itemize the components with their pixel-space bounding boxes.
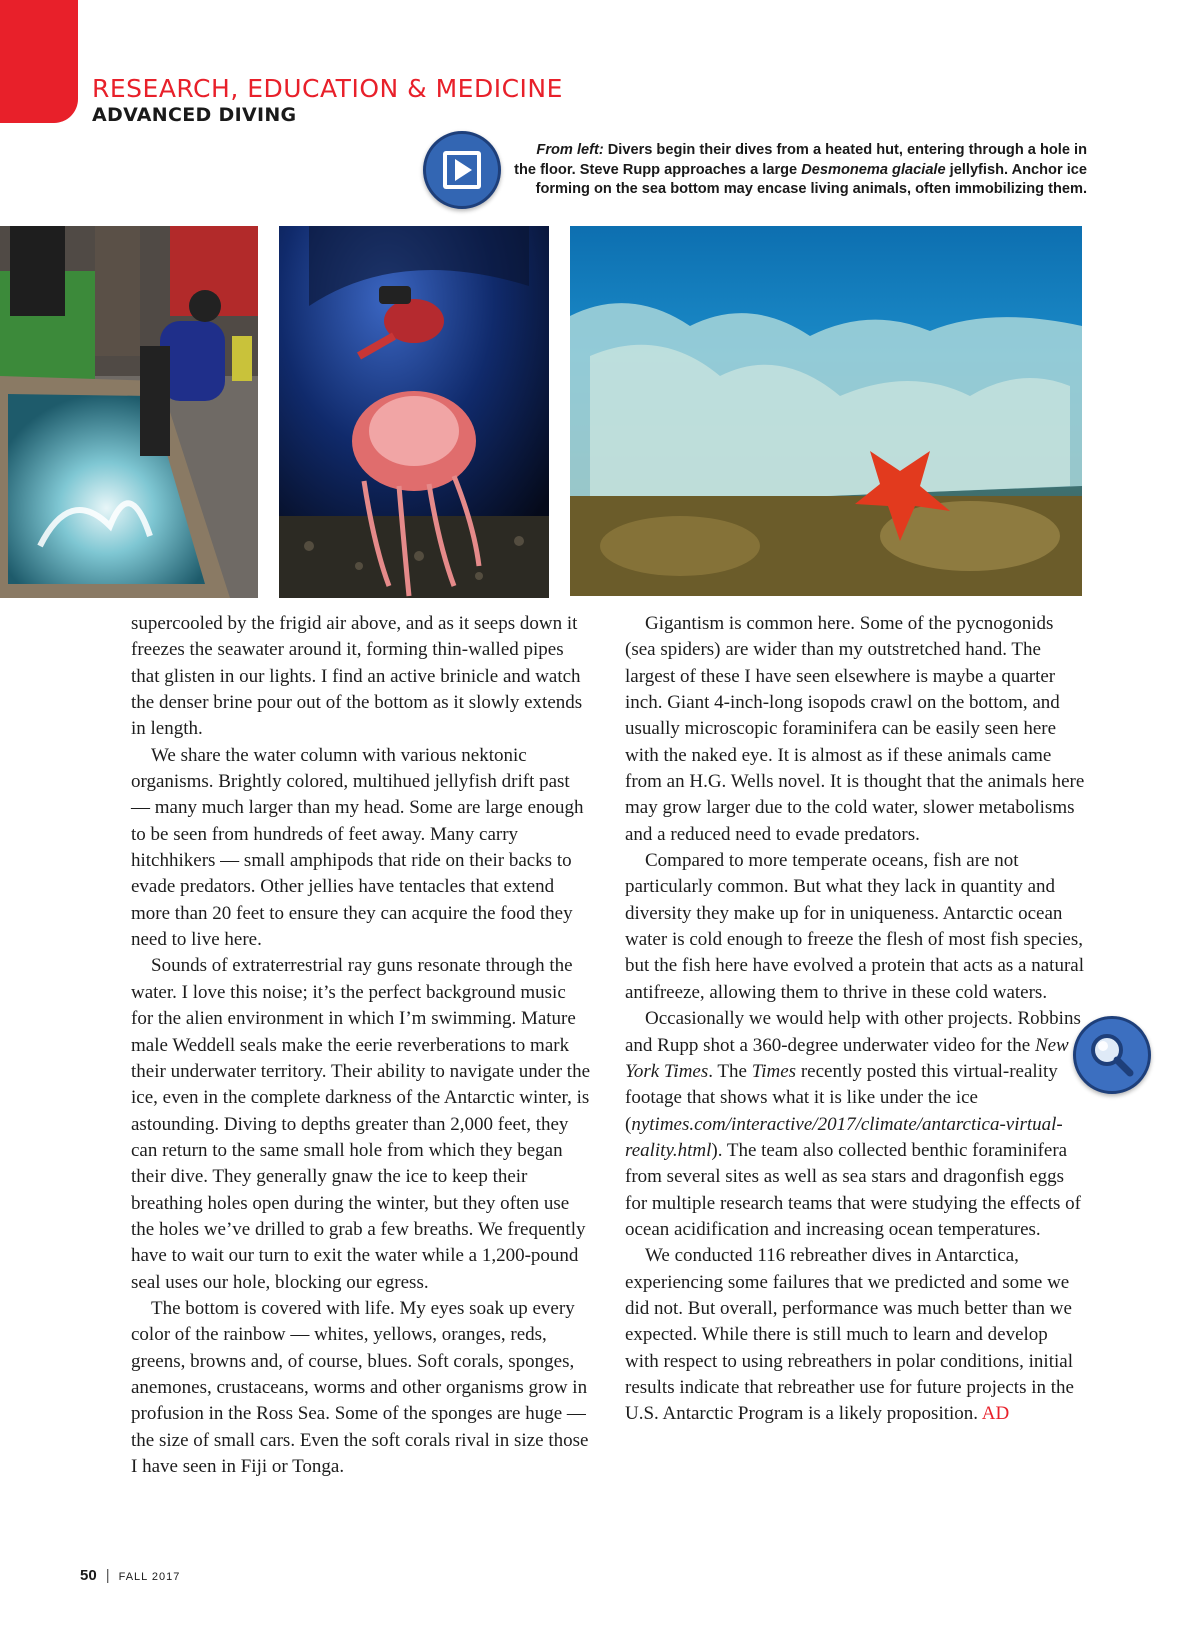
paragraph: Compared to more temperate oceans, fish are not particularly common. But what they lack in quantity and diversity they make up for in uniqueness. Antarctic ocean water is cold enough to freeze the flesh of most fish species, but the fish here have evolved a protein that acts as a natural antifreeze, allowing them to thrive in these cold waters. bbox=[625, 850, 1084, 1003]
paragraph-with-link bbox=[625, 1006, 1085, 1243]
page-number: 50 bbox=[80, 1567, 97, 1584]
end-mark: AD bbox=[981, 1403, 1010, 1425]
section-title: RESEARCH, EDUCATION & MEDICINE bbox=[92, 74, 563, 103]
publication-name: New York Times bbox=[625, 1034, 1069, 1082]
play-video-button[interactable] bbox=[423, 131, 501, 209]
jellyfish-photo bbox=[279, 226, 549, 598]
text: Occasionally we would help with other projects. Robbins and Rupp shot a 360-degree underwater video for the bbox=[625, 1008, 1081, 1056]
paragraph: The bottom is covered with life. My eyes soak up every color of the rainbow — whites, yellows, oranges, reds, greens, browns and, of course, blues. Soft corals, sponges, anemones, crustaceans, worms and other organisms grow in profusion in the Ross Sea. Some of the sponges are huge — the size of small cars. Even the soft corals rival in size those I have seen in Fiji or Tonga. bbox=[131, 1297, 589, 1477]
anchor-ice-photo bbox=[570, 226, 1082, 596]
magnifier-icon bbox=[1076, 1019, 1148, 1091]
subsection-title: ADVANCED DIVING bbox=[92, 104, 297, 126]
caption-species: Desmonema glaciale bbox=[801, 161, 946, 178]
article-column-right bbox=[625, 611, 1085, 1428]
footer-separator: | bbox=[105, 1567, 110, 1584]
issue-label: FALL 2017 bbox=[118, 1571, 181, 1583]
paragraph bbox=[625, 1243, 1085, 1427]
article-column-left bbox=[131, 611, 591, 1480]
search-button[interactable] bbox=[1073, 1016, 1151, 1094]
page-footer bbox=[80, 1567, 180, 1585]
paragraph: Sounds of extraterrestrial ray guns resonate through the water. I love this noise; it’s the perfect background music for the alien environment in which I’m swimming. Mature male Weddell seals make the eerie reverberations to mark their underwater territory. Their ability to navigate under the ice, even in the complete darkness of the Antarctic winter, is astounding. Diving to depths greater than 2,000 feet, they can return to the same small hole from which they began their dive. They generally gnaw the ice to keep their breathing holes open during the winter, but they often use the holes we’ve drilled to grab a few breaths. We frequently have to wait our turn to exit the water while a 1,200-pound seal uses our hole, blocking our egress. bbox=[131, 955, 590, 1293]
section-color-tab bbox=[0, 0, 78, 123]
text: ). The team also collected benthic foraminifera from several sites as well as sea stars and dragonfish eggs for multiple research teams that were studying the effects of ocean acidification and increasing ocean temperatures. bbox=[625, 1139, 1082, 1240]
photo-caption bbox=[512, 141, 1087, 200]
paragraph: supercooled by the frigid air above, and as it seeps down it freezes the seawater around it, forming thin-walled pipes that glisten in our lights. I find an active brinicle and watch the denser brine pour out of the bottom as it slowly extends in length. bbox=[131, 613, 583, 740]
text: . The bbox=[708, 1060, 752, 1082]
vr-video-link[interactable]: nytimes.com/interactive/2017/climate/antarctica-virtual-reality.html bbox=[625, 1113, 1063, 1161]
caption-text-1: Divers begin their dives from a heated hut, entering through a hole in the floor. Steve Rupp approaches a large bbox=[514, 142, 1087, 178]
paragraph: Gigantism is common here. Some of the pycnogonids (sea spiders) are wider than my outstretched hand. The largest of these I have seen elsewhere is maybe a quarter inch. Giant 4-inch-long isopods crawl on the bottom, and usually microscopic foraminifera can be easily seen here with the naked eye. It is almost as if these animals came from an H.G. Wells novel. It is thought that the animals here may grow larger due to the cold water, slower metabolisms and a reduced need to evade predators. bbox=[625, 613, 1085, 845]
paragraph: We share the water column with various nektonic organisms. Brightly colored, multihued jellyfish drift past — many much larger than my head. Some are large enough to be seen from hundreds of feet away. Many carry hitchhikers — small amphipods that ride on their backs to evade predators. Other jellies have tentacles that extend more than 20 feet to ensure they can acquire the food they need to live here. bbox=[131, 744, 584, 951]
text: We conducted 116 rebreather dives in Antarctica, experiencing some failures that we predicted and some we did not. But overall, performance was much better than we expected. While there is still much to learn and develop with respect to using rebreathers in polar conditions, initial results indicate that rebreather use for future projects in the U.S. Antarctic Program is a likely proposition. bbox=[625, 1245, 1074, 1425]
caption-lead: From left: bbox=[536, 142, 604, 158]
play-video-icon bbox=[426, 134, 498, 206]
text: recently posted this virtual-reality footage that shows what it is like under the ice ( bbox=[625, 1060, 1058, 1135]
publication-name: Times bbox=[751, 1060, 797, 1082]
caption-text-2: jellyfish. Anchor ice forming on the sea bottom may encase living animals, often immobilizing them. bbox=[535, 161, 1087, 197]
dive-hut-photo bbox=[0, 226, 258, 598]
